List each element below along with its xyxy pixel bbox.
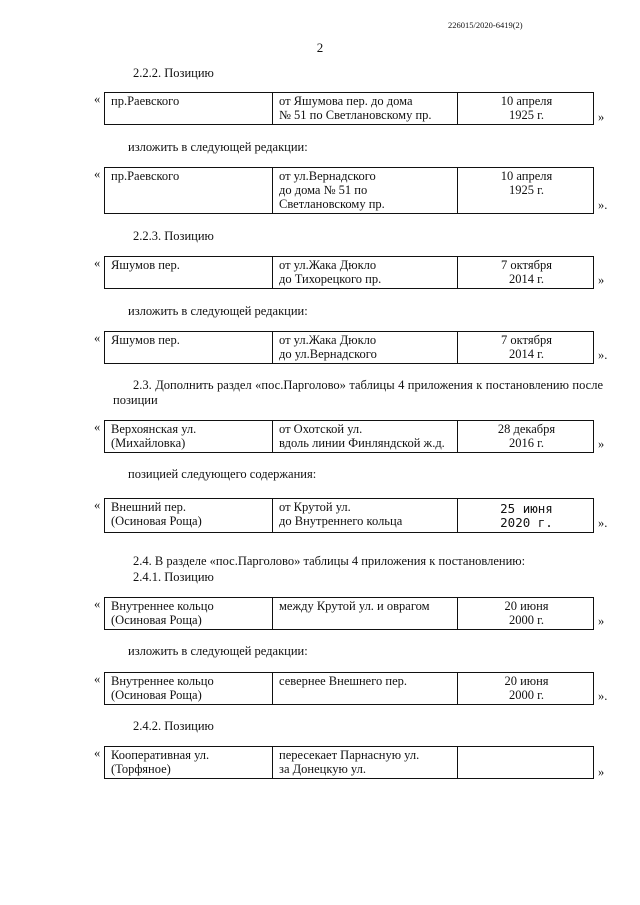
naming-date-cell: 25 июня 2020 г. bbox=[458, 499, 594, 533]
street-name-cell: Внешний пер. (Осиновая Роща) bbox=[105, 499, 273, 533]
close-quote: » bbox=[598, 110, 605, 124]
paragraph-2-4-2: 2.4.2. Позицию bbox=[133, 719, 214, 733]
open-quote: « bbox=[94, 498, 101, 512]
paragraph-2-2-3: 2.2.3. Позицию bbox=[133, 229, 214, 243]
entry-table-3 bbox=[104, 331, 594, 364]
street-name-cell: пр.Раевского bbox=[105, 168, 273, 214]
open-quote: « bbox=[94, 167, 101, 181]
street-name-cell: Внутреннее кольцо (Осиновая Роща) bbox=[105, 598, 273, 630]
street-name-cell: Верхоянская ул. (Михайловка) bbox=[105, 421, 273, 453]
close-quote: ». bbox=[598, 198, 608, 212]
naming-date-cell: 20 июня 2000 г. bbox=[458, 673, 594, 705]
open-quote: « bbox=[94, 92, 101, 106]
street-extent-cell: пересекает Парнасную ул. за Донецкую ул. bbox=[273, 747, 458, 779]
table-row bbox=[105, 332, 594, 364]
street-extent-cell: от ул.Жака Дюкло до Тихорецкого пр. bbox=[273, 257, 458, 289]
paragraph-edit-instruction: изложить в следующей редакции: bbox=[128, 644, 308, 658]
table-row bbox=[105, 747, 594, 779]
paragraph-2-3: 2.3. Дополнить раздел «пос.Парголово» таблицы 4 приложения к постановлению после позиции bbox=[113, 378, 603, 407]
entry-table-7 bbox=[104, 672, 594, 705]
entry-table-8 bbox=[104, 746, 594, 779]
table-row bbox=[105, 93, 594, 125]
paragraph-edit-instruction: изложить в следующей редакции: bbox=[128, 140, 308, 154]
paragraph-2-2-2: 2.2.2. Позицию bbox=[133, 66, 214, 80]
street-name-cell: Внутреннее кольцо (Осиновая Роща) bbox=[105, 673, 273, 705]
paragraph-2-4: 2.4. В разделе «пос.Парголово» таблицы 4 приложения к постановлению: bbox=[133, 554, 526, 568]
close-quote: ». bbox=[598, 348, 608, 362]
paragraph-new-position: позицией следующего содержания: bbox=[128, 467, 317, 481]
open-quote: « bbox=[94, 746, 101, 760]
close-quote: » bbox=[598, 765, 605, 779]
naming-date-cell: 7 октября 2014 г. bbox=[458, 257, 594, 289]
street-extent-cell: от Крутой ул. до Внутреннего кольца bbox=[273, 499, 458, 533]
close-quote: ». bbox=[598, 689, 608, 703]
close-quote: » bbox=[598, 614, 605, 628]
document-number: 226015/2020-6419(2) bbox=[448, 20, 523, 30]
entry-table-2 bbox=[104, 256, 594, 289]
table-row bbox=[105, 598, 594, 630]
street-name-cell: пр.Раевского bbox=[105, 93, 273, 125]
entry-table-5 bbox=[104, 498, 594, 533]
street-extent-cell: между Крутой ул. и оврагом bbox=[273, 598, 458, 630]
naming-date-cell: 7 октября 2014 г. bbox=[458, 332, 594, 364]
table-row bbox=[105, 257, 594, 289]
open-quote: « bbox=[94, 256, 101, 270]
entry-table-4 bbox=[104, 420, 594, 453]
naming-date-cell: 10 апреля 1925 г. bbox=[458, 168, 594, 214]
open-quote: « bbox=[94, 672, 101, 686]
entry-table-1 bbox=[104, 167, 594, 214]
street-name-cell: Яшумов пер. bbox=[105, 332, 273, 364]
naming-date-cell: 28 декабря 2016 г. bbox=[458, 421, 594, 453]
street-extent-cell: от ул.Жака Дюкло до ул.Вернадского bbox=[273, 332, 458, 364]
street-extent-cell: от Яшумова пер. до дома № 51 по Светлановскому пр. bbox=[273, 93, 458, 125]
close-quote: ». bbox=[598, 516, 608, 530]
paragraph-2-4-1: 2.4.1. Позицию bbox=[133, 570, 214, 584]
street-extent-cell: севернее Внешнего пер. bbox=[273, 673, 458, 705]
naming-date-cell: 10 апреля 1925 г. bbox=[458, 93, 594, 125]
page-number: 2 bbox=[316, 40, 324, 55]
close-quote: » bbox=[598, 273, 605, 287]
open-quote: « bbox=[94, 420, 101, 434]
naming-date-cell bbox=[458, 747, 594, 779]
street-name-cell: Яшумов пер. bbox=[105, 257, 273, 289]
table-row bbox=[105, 499, 594, 533]
entry-table-6 bbox=[104, 597, 594, 630]
street-extent-cell: от Охотской ул. вдоль линии Финляндской ж.д. bbox=[273, 421, 458, 453]
close-quote: » bbox=[598, 437, 605, 451]
entry-table-0 bbox=[104, 92, 594, 125]
table-row bbox=[105, 421, 594, 453]
table-row bbox=[105, 673, 594, 705]
street-name-cell: Кооперативная ул. (Торфяное) bbox=[105, 747, 273, 779]
open-quote: « bbox=[94, 331, 101, 345]
table-row bbox=[105, 168, 594, 214]
open-quote: « bbox=[94, 597, 101, 611]
naming-date-cell: 20 июня 2000 г. bbox=[458, 598, 594, 630]
paragraph-edit-instruction: изложить в следующей редакции: bbox=[128, 304, 308, 318]
street-extent-cell: от ул.Вернадского до дома № 51 по Светлановскому пр. bbox=[273, 168, 458, 214]
